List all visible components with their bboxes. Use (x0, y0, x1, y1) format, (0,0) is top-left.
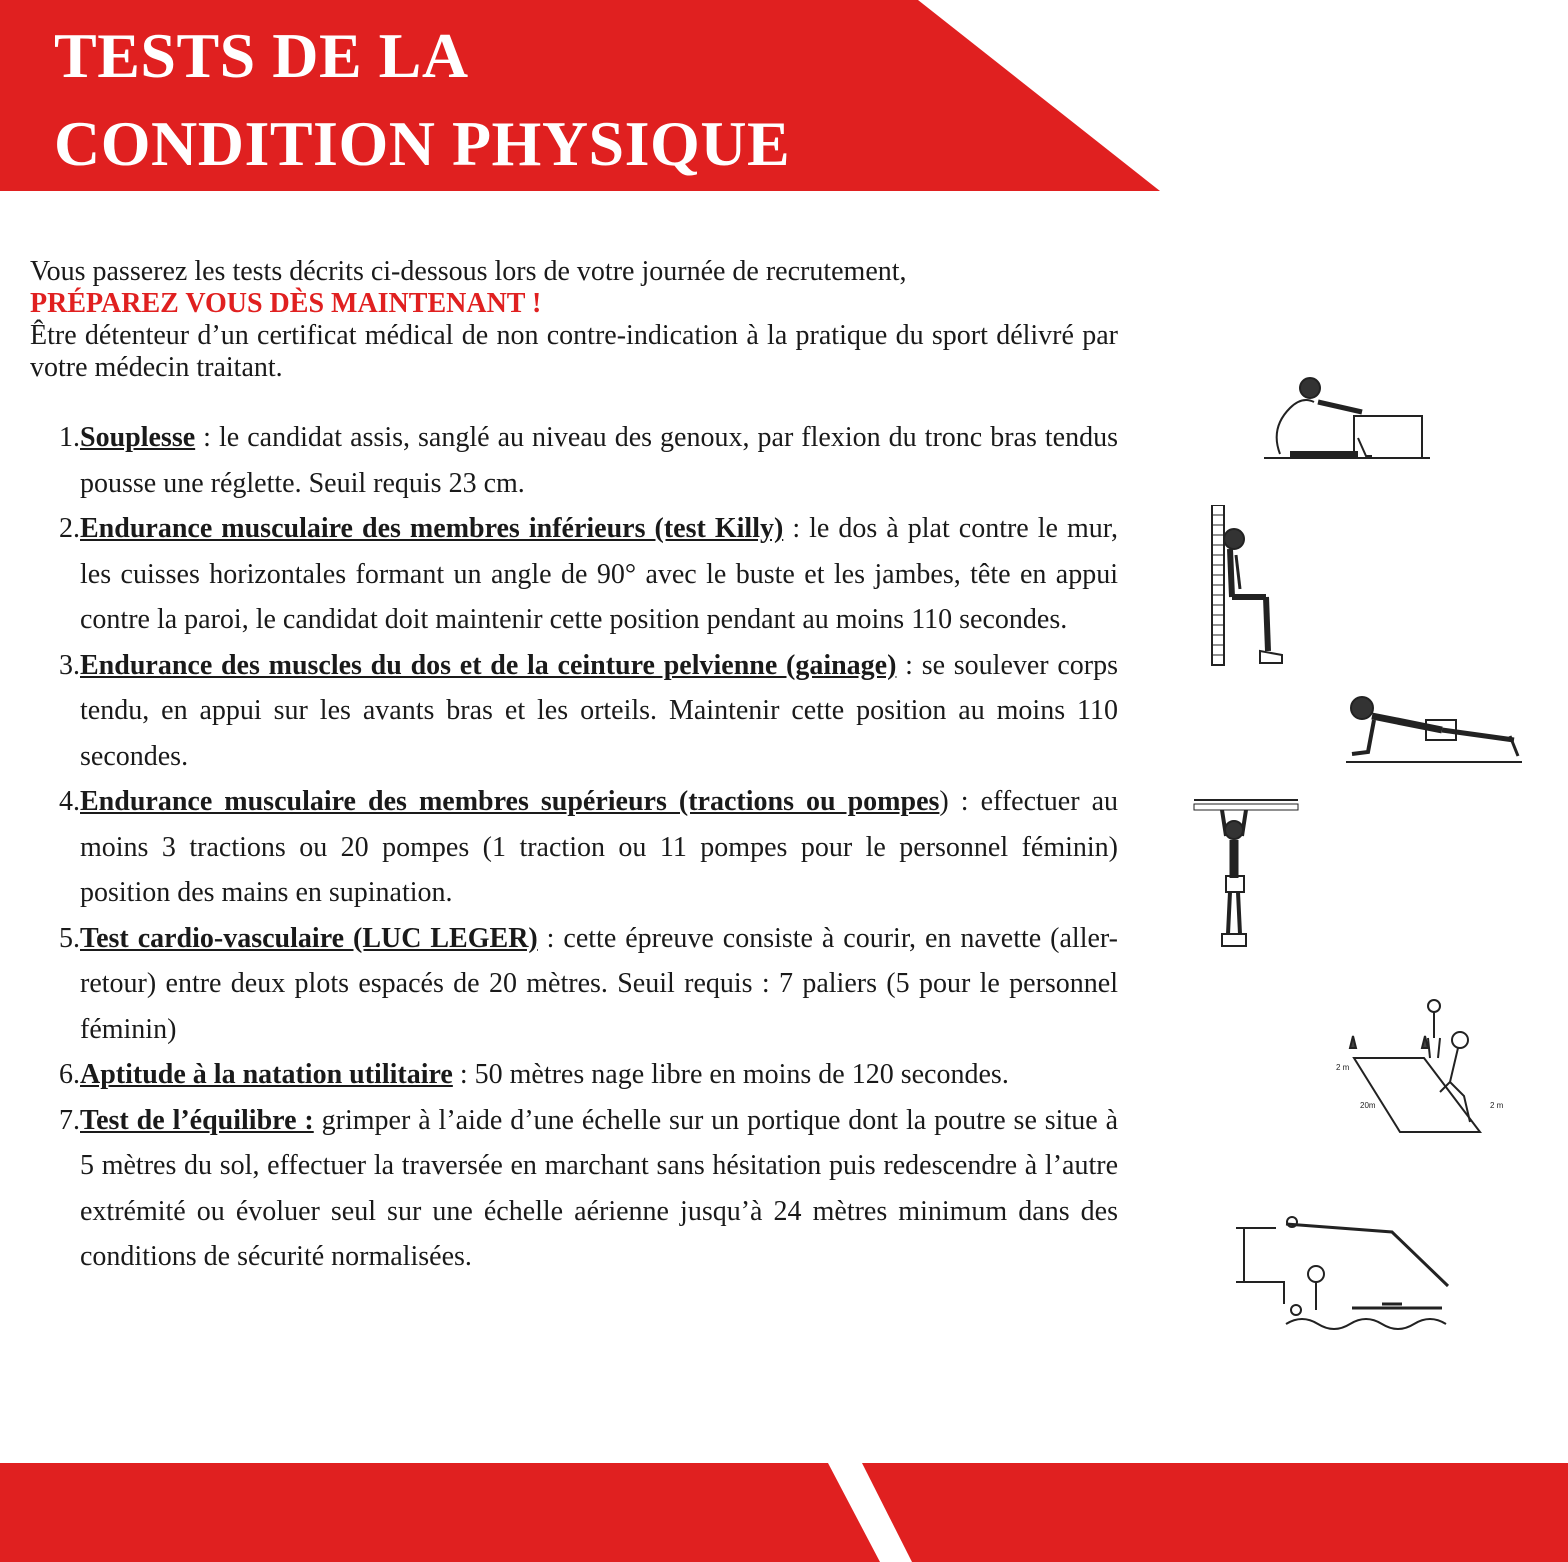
test-number: 5. (59, 922, 80, 954)
test-body (80, 415, 1118, 506)
test-separator: : (783, 513, 810, 544)
footer-band-right (862, 1463, 1568, 1562)
test-number: 6. (59, 1059, 80, 1090)
test-item-equilibre (48, 1098, 1118, 1280)
test-body (80, 1052, 1118, 1098)
test-item-killy (48, 506, 1118, 643)
intro-line-2: Être détenteur d’un certificat médical de non contre-indication à la pratique du sport délivré par votre médecin traitant. (30, 320, 1118, 383)
test-item-tractions (48, 779, 1118, 916)
sit-and-reach-illustration (1262, 368, 1432, 464)
test-item-souplesse (48, 415, 1118, 506)
intro-paragraph (30, 256, 1118, 384)
test-body (80, 779, 1118, 916)
test-separator: : (537, 922, 564, 954)
test-name: Souplesse (80, 422, 196, 453)
test-description: grimper à l’aide d’une échelle sur un portique dont la poutre se situe à 5 mètres du sol, effectuer la traversée en marchant sans hésitation puis redescendre à l’autre extrémité ou évoluer seul sur une échelle aérienne jusqu’à 24 mètres minimum dans des conditions de sécurité normalisées. (80, 1104, 1119, 1272)
test-separator: ) : (939, 786, 981, 817)
test-item-luc-leger (48, 916, 1118, 1053)
title-line-1: TESTS DE LA (54, 20, 469, 91)
test-separator: : (452, 1059, 475, 1090)
footer-band-left (0, 1463, 880, 1562)
test-body (80, 916, 1118, 1053)
title-line-2: CONDITION PHYSIQUE (54, 108, 791, 179)
wall-sit-illustration (1210, 505, 1294, 667)
shuttle-run-illustration (1330, 996, 1520, 1140)
page-title (54, 12, 790, 188)
plank-illustration (1342, 690, 1524, 770)
test-item-natation (48, 1052, 1118, 1098)
test-number: 7. (59, 1104, 80, 1136)
tests-list (48, 415, 1118, 1280)
test-body (80, 643, 1118, 780)
test-number: 2. (59, 513, 80, 544)
test-separator (314, 1105, 322, 1136)
test-name: Endurance musculaire des membres supérieurs (tractions ou pompes (80, 786, 940, 817)
test-name: Endurance musculaire des membres inférieurs (test Killy) (80, 513, 784, 544)
test-description: le dos à plat contre le mur, les cuisses horizontales formant un angle de 90° avec le buste et les jambes, tête en appui contre la paroi, le candidat doit maintenir cette position pendant au moins 110 secondes. (80, 513, 1118, 635)
svg-text:2 m: 2 m (1336, 1063, 1350, 1072)
test-separator: : (195, 422, 219, 453)
swimming-illustration (1232, 1214, 1464, 1332)
test-name: Test de l’équilibre : (80, 1104, 314, 1136)
test-name: Test cardio-vasculaire (LUC LEGER) (80, 922, 538, 954)
test-description: le candidat assis, sanglé au niveau des genoux, par flexion du tronc bras tendus pousse une réglette. Seuil requis 23 cm. (80, 422, 1119, 499)
intro-line-1: Vous passerez les tests décrits ci-dessous lors de votre journée de recrutement, (30, 256, 907, 287)
test-description: effectuer au moins 3 tractions ou 20 pompes (1 traction ou 11 pompes pour le personnel féminin) position des mains en supination. (80, 786, 1118, 908)
test-item-gainage (48, 643, 1118, 780)
test-body (80, 1098, 1118, 1280)
test-description: 50 mètres nage libre en moins de 120 secondes. (474, 1059, 1009, 1090)
intro-call-to-action: PRÉPAREZ VOUS DÈS MAINTENANT ! (30, 288, 542, 319)
test-separator: : (896, 649, 922, 681)
test-number: 1. (59, 422, 80, 453)
test-number: 4. (59, 786, 80, 817)
svg-text:2 m: 2 m (1490, 1101, 1504, 1110)
test-description: cette épreuve consiste à courir, en navette (aller-retour) entre deux plots espacés de 20 mètres. Seuil requis : 7 paliers (5 pour le personnel féminin) (80, 922, 1118, 1045)
test-number: 3. (59, 649, 80, 681)
test-body (80, 506, 1118, 643)
test-name: Aptitude à la natation utilitaire (80, 1059, 453, 1090)
svg-text:20m: 20m (1360, 1101, 1376, 1110)
test-name: Endurance des muscles du dos et de la ceinture pelvienne (gainage) (80, 649, 897, 681)
pull-up-illustration (1192, 796, 1302, 954)
test-description: se soulever corps tendu, en appui sur les avants bras et les orteils. Maintenir cette position au moins 110 secondes. (80, 649, 1119, 772)
